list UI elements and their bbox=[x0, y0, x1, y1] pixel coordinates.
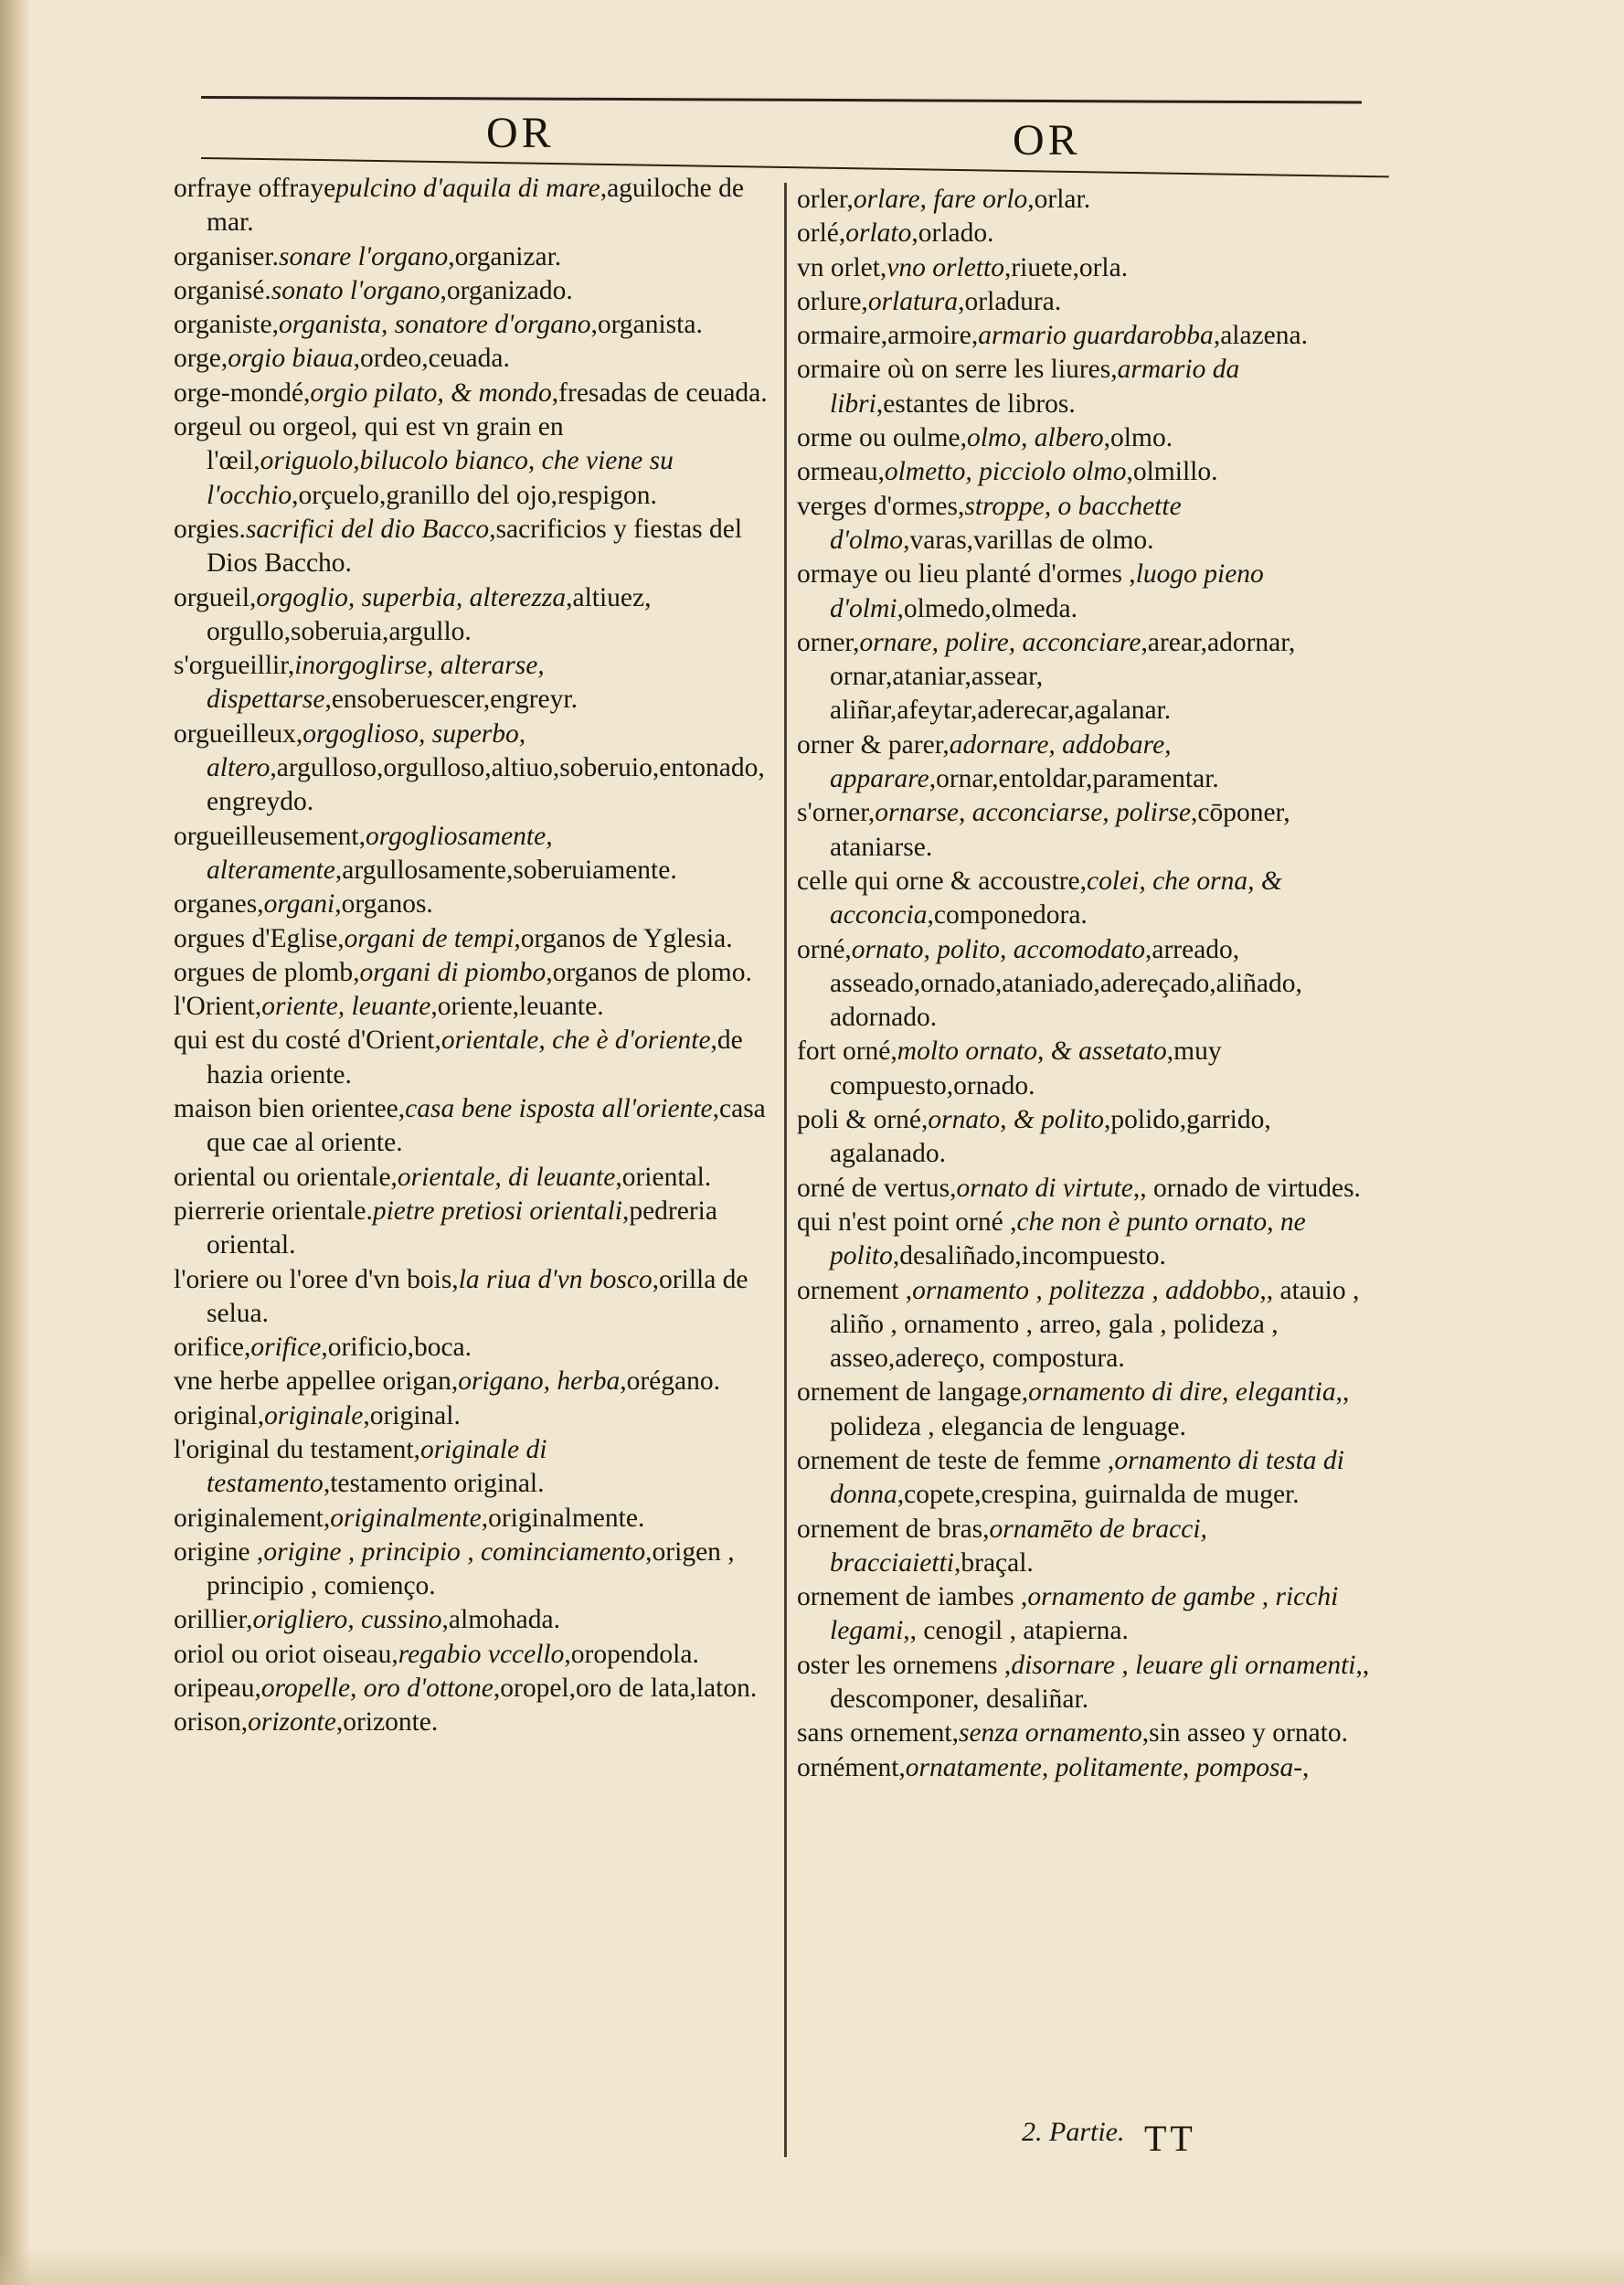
italian-gloss: ornarse, acconciarse, polirse bbox=[875, 798, 1191, 828]
french-headword: oriol ou oriot oiseau, bbox=[174, 1639, 398, 1669]
dictionary-entry: orner & parer,adornare, addobare, apparare,ornar,entoldar,paramentar. bbox=[797, 729, 1219, 794]
french-headword: vne herbe appellee origan, bbox=[174, 1366, 459, 1397]
french-headword: orillier, bbox=[174, 1605, 253, 1635]
spanish-gloss: ornar,entoldar,paramentar. bbox=[936, 764, 1219, 794]
italian-gloss: ornamento de gambe , ricchi legami bbox=[830, 1582, 1339, 1646]
dictionary-entry: orge,orgio biaua,ordeo,ceuada. bbox=[174, 344, 510, 374]
spanish-gloss: de hazia oriente. bbox=[207, 1026, 743, 1089]
dictionary-entry: ormaire,armoire,armario guardarobba,alazena. bbox=[797, 321, 1308, 351]
french-headword: orner & parer, bbox=[797, 729, 950, 760]
french-headword: orge-mondé, bbox=[174, 377, 311, 408]
page-bottom-shadow bbox=[0, 2248, 1624, 2285]
french-headword: orgues d'Eglise, bbox=[174, 923, 345, 953]
french-headword: orné, bbox=[797, 934, 852, 964]
italian-gloss: pulcino d'aquila di mare bbox=[335, 174, 600, 203]
italian-gloss: ornato, & polito bbox=[928, 1105, 1104, 1135]
italian-gloss: ornare, polire, acconciare bbox=[859, 627, 1141, 657]
dictionary-entry: organisé.sonato l'organo,organizado. bbox=[174, 275, 573, 305]
dictionary-entry: qui n'est point orné ,che non è punto ornato, ne polito,desaliñado,incompuesto. bbox=[797, 1206, 1306, 1271]
italian-gloss: sonato l'organo bbox=[271, 275, 440, 305]
dictionary-entry: orné de vertus,ornato di virtute,, ornado de virtudes. bbox=[797, 1173, 1361, 1203]
spanish-gloss: oriental. bbox=[621, 1162, 712, 1192]
french-headword: oster les ornemens , bbox=[797, 1650, 1012, 1680]
italian-gloss: orientale, di leuante bbox=[397, 1162, 616, 1192]
spanish-gloss: olmedo,olmeda. bbox=[903, 593, 1077, 623]
spanish-gloss: argulloso,orgulloso,altiuo,soberuio,entonado, engreydo. bbox=[207, 753, 765, 817]
french-headword: origine , bbox=[174, 1536, 264, 1567]
spanish-gloss: orlado. bbox=[918, 218, 994, 249]
italian-gloss: pietre pretiosi orientali bbox=[372, 1196, 622, 1226]
italian-gloss: ornatamente, politamente, pomposa- bbox=[905, 1752, 1303, 1782]
italian-gloss: originalmente bbox=[330, 1503, 482, 1533]
spanish-gloss: altiuez, orgullo,soberuia,argullo. bbox=[207, 582, 652, 646]
dictionary-entry: ormaire où on serre les liures,armario da libri,estantes de libros. bbox=[797, 355, 1240, 419]
french-headword: orlé, bbox=[797, 218, 846, 249]
french-headword: orgueilleusement, bbox=[174, 821, 366, 851]
french-headword: s'orner, bbox=[797, 798, 876, 828]
dictionary-entry: origine ,origine , principio , cominciamento,origen , principio , comienço. bbox=[174, 1536, 735, 1601]
italian-gloss: vno orletto bbox=[886, 252, 1004, 282]
french-headword: pierrerie orientale. bbox=[174, 1196, 373, 1226]
french-headword: maison bien orientee, bbox=[174, 1094, 406, 1124]
spanish-gloss: arreado, asseado,ornado,ataniado,adereçado,aliñado, adornado. bbox=[830, 934, 1302, 1033]
italian-gloss: organi bbox=[263, 889, 335, 919]
spanish-gloss: origen , principio , comienço. bbox=[207, 1536, 735, 1601]
italian-gloss: ornato, polito, accomodato bbox=[851, 934, 1145, 964]
dictionary-entry: orfraye offrayepulcino d'aquila di mare,aguiloche de mar. bbox=[174, 174, 744, 238]
italian-gloss: origliero, cussino bbox=[252, 1605, 442, 1635]
spanish-gloss: desaliñado,incompuesto. bbox=[899, 1241, 1166, 1271]
dictionary-entry: l'oriere ou l'oree d'vn bois,la riua d'vn bosco,orilla de selua. bbox=[174, 1264, 748, 1328]
spanish-gloss: almohada. bbox=[448, 1605, 560, 1635]
dictionary-entry: orgues d'Eglise,organi de tempi,organos de Yglesia. bbox=[174, 923, 733, 953]
italian-gloss: ornamento di dire, elegantia bbox=[1028, 1377, 1336, 1408]
page-gutter-shadow bbox=[0, 0, 31, 2285]
spanish-gloss: olmillo. bbox=[1132, 457, 1218, 487]
dictionary-entry: ornement de iambes ,ornamento de gambe , ricchi legami,, cenogil , atapierna. bbox=[797, 1582, 1339, 1646]
italian-gloss: orgoglioso, superbo, altero bbox=[207, 718, 526, 783]
dictionary-entry: fort orné,molto ornato, & assetato,muy compuesto,ornado. bbox=[797, 1036, 1222, 1100]
dictionary-entry: orme ou oulme,olmo, albero,olmo. bbox=[797, 423, 1173, 453]
running-head-left: OR bbox=[486, 109, 555, 157]
dictionary-entry: oster les ornemens ,disornare , leuare gli ornamenti,, descomponer, desaliñar. bbox=[797, 1650, 1370, 1715]
italian-gloss: originale bbox=[264, 1400, 364, 1430]
dictionary-entry: pierrerie orientale.pietre pretiosi orientali,pedreria oriental. bbox=[174, 1196, 717, 1260]
french-headword: l'original du testament, bbox=[174, 1434, 420, 1464]
french-headword: orgueil, bbox=[174, 582, 257, 612]
french-headword: orlure, bbox=[797, 286, 868, 316]
italian-gloss: olmetto, picciolo olmo bbox=[884, 457, 1127, 487]
spanish-gloss: , ornado de virtudes. bbox=[1140, 1173, 1361, 1203]
italian-gloss: oropelle, oro d'ottone bbox=[260, 1674, 494, 1704]
spanish-gloss: , cenogil , atapierna. bbox=[909, 1616, 1129, 1646]
spanish-gloss: olmo. bbox=[1110, 423, 1173, 453]
spanish-gloss: orladura. bbox=[964, 286, 1062, 316]
italian-gloss: adornare, addobare, apparare bbox=[830, 729, 1172, 794]
spanish-gloss: ensoberuescer,engreyr. bbox=[331, 685, 578, 715]
italian-gloss: origine , principio , cominciamento bbox=[263, 1536, 646, 1567]
spanish-gloss: organizar. bbox=[454, 241, 562, 271]
italian-gloss: orizonte bbox=[248, 1707, 336, 1738]
french-headword: orgues de plomb, bbox=[174, 957, 360, 987]
dictionary-entry: organes,organi,organos. bbox=[174, 889, 433, 919]
italian-gloss: oriente, leuante bbox=[261, 992, 431, 1022]
italian-gloss: organista, sonatore d'organo bbox=[278, 310, 591, 340]
french-headword: original, bbox=[174, 1400, 265, 1430]
french-headword: fort orné, bbox=[797, 1036, 897, 1067]
spanish-gloss: organizado. bbox=[446, 275, 573, 305]
italian-gloss: orgio biaua bbox=[228, 344, 354, 374]
italian-gloss: che non è punto ornato, ne polito bbox=[830, 1206, 1306, 1271]
dictionary-entry: oriental ou orientale,orientale, di leuante,oriental. bbox=[174, 1162, 712, 1192]
italian-gloss: originale di testamento bbox=[207, 1434, 547, 1499]
french-headword: qui est du costé d'Orient, bbox=[174, 1026, 441, 1056]
french-headword: ornement , bbox=[797, 1275, 913, 1305]
dictionary-entry: qui est du costé d'Orient,orientale, che è d'oriente,de hazia oriente. bbox=[174, 1026, 743, 1089]
dictionary-entry: orgueil,orgoglio, superbia, alterezza,altiuez, orgullo,soberuia,argullo. bbox=[174, 582, 652, 646]
spanish-gloss: arear,adornar, ornar,ataniar,assear, aliñar,afeytar,aderecar,agalanar. bbox=[830, 627, 1296, 726]
dictionary-entry: sans ornement,senza ornamento,sin asseo y ornato. bbox=[797, 1718, 1349, 1748]
french-headword: oripeau, bbox=[174, 1674, 261, 1704]
right-column bbox=[797, 183, 1377, 1785]
italian-gloss: la riua d'vn bosco bbox=[458, 1264, 653, 1294]
dictionary-entry: ornement de langage,ornamento di dire, elegantia,, polideza , elegancia de lenguage. bbox=[797, 1377, 1350, 1441]
dictionary-entry: l'Orient,oriente, leuante,oriente,leuante. bbox=[174, 992, 604, 1022]
dictionary-entry: s'orner,ornarse, acconciarse, polirse,cōponer, ataniarse. bbox=[797, 798, 1290, 862]
french-headword: qui n'est point orné , bbox=[797, 1206, 1017, 1237]
italian-gloss: casa bene isposta all'oriente bbox=[405, 1094, 713, 1124]
spanish-gloss: organos de Yglesia. bbox=[520, 923, 733, 953]
dictionary-entry: orgeul ou orgeol, qui est vn grain en l'œil,origuolo,bilucolo bianco, che viene su l'occhio,orçuelo,granillo del ojo,respigon. bbox=[174, 412, 674, 510]
dictionary-entry: originalement,originalmente,originalmente. bbox=[174, 1503, 645, 1533]
spanish-gloss: testamento original. bbox=[330, 1469, 545, 1499]
spanish-gloss: orizonte. bbox=[343, 1707, 439, 1738]
dictionary-entry: celle qui orne & accoustre,colei, che orna, & acconcia,componedora. bbox=[797, 866, 1282, 930]
french-headword: verges d'ormes, bbox=[797, 491, 965, 521]
italian-gloss: ornamento di testa di donna bbox=[830, 1445, 1344, 1510]
dictionary-entry: maison bien orientee,casa bene isposta all'oriente,casa que cae al oriente. bbox=[174, 1094, 766, 1158]
spanish-gloss: argullosamente,soberuiamente. bbox=[342, 855, 677, 885]
running-head-right: OR bbox=[1013, 116, 1081, 165]
spanish-gloss: original. bbox=[369, 1400, 461, 1430]
part-label: 2. Partie. bbox=[1022, 2117, 1125, 2147]
dictionary-entry: oriol ou oriot oiseau,regabio vccello,oropendola. bbox=[174, 1639, 699, 1669]
italian-gloss: orgoglio, superbia, alterezza bbox=[256, 582, 567, 612]
french-headword: ormaire,armoire, bbox=[797, 321, 979, 351]
dictionary-entry: organiser.sonare l'organo,organizar. bbox=[174, 241, 562, 271]
french-headword: orgeul ou orgeol, qui est vn grain en l'œil, bbox=[174, 412, 564, 476]
french-headword: sans ornement, bbox=[797, 1718, 959, 1748]
french-headword: orge, bbox=[174, 344, 228, 374]
spanish-gloss: ordeo,ceuada. bbox=[360, 344, 510, 374]
spanish-gloss: sin asseo y ornato. bbox=[1149, 1718, 1349, 1748]
dictionary-entry: poli & orné,ornato, & polito,polido,garrido, agalanado. bbox=[797, 1105, 1271, 1169]
french-headword: oriental ou orientale, bbox=[174, 1162, 398, 1192]
spanish-gloss: , descomponer, desaliñar. bbox=[830, 1650, 1370, 1715]
italian-gloss: armario guardarobba bbox=[978, 321, 1214, 351]
italian-gloss: armario da libri bbox=[830, 355, 1240, 419]
dictionary-entry: orlure,orlatura,orladura. bbox=[797, 286, 1062, 316]
french-headword: ornément, bbox=[797, 1752, 906, 1782]
italian-gloss: disornare , leuare gli ornamenti bbox=[1011, 1650, 1356, 1680]
dictionary-entry: ornément,ornatamente, politamente, pomposa-, bbox=[797, 1752, 1310, 1782]
column-divider bbox=[784, 183, 787, 2157]
spanish-gloss: cōponer, ataniarse. bbox=[830, 798, 1290, 862]
header-rule-top bbox=[201, 96, 1362, 104]
dictionary-entry: orison,orizonte,orizonte. bbox=[174, 1707, 439, 1738]
dictionary-entry: vn orlet,vno orletto,riuete,orla. bbox=[797, 252, 1129, 282]
dictionary-entry: ornement ,ornamento , politezza , addobbo,, atauio , aliño , ornamento , arreo, gala , polideza , asseo,adereço, compostura. bbox=[797, 1275, 1360, 1374]
french-headword: orfraye offraye bbox=[174, 174, 336, 203]
dictionary-entry: orgueilleusement,orgogliosamente, alteramente,argullosamente,soberuiamente. bbox=[174, 821, 677, 885]
spanish-gloss: pedreria oriental. bbox=[207, 1196, 717, 1260]
dictionary-entry: orgues de plomb,organi di piombo,organos de plomo. bbox=[174, 957, 752, 987]
spanish-gloss: oropendola. bbox=[570, 1639, 699, 1669]
dictionary-entry: verges d'ormes,stroppe, o bacchette d'olmo,varas,varillas de olmo. bbox=[797, 491, 1182, 555]
signature-mark: TT bbox=[1144, 2118, 1196, 2159]
french-headword: originalement, bbox=[174, 1503, 331, 1533]
spanish-gloss: fresadas de ceuada. bbox=[558, 377, 768, 408]
italian-gloss: sacrifici del dio Bacco bbox=[245, 514, 490, 544]
italian-gloss: regabio vccello bbox=[398, 1639, 565, 1669]
spanish-gloss: organos. bbox=[341, 889, 433, 919]
french-headword: ornement de teste de femme , bbox=[797, 1445, 1115, 1475]
spanish-gloss: organos de plomo. bbox=[552, 957, 752, 987]
french-headword: orifice, bbox=[174, 1333, 251, 1363]
italian-gloss: ornamēto de bracci, bracciaietti bbox=[830, 1514, 1207, 1578]
spanish-gloss: estantes de libros. bbox=[883, 388, 1076, 419]
french-headword: ornement de iambes , bbox=[797, 1582, 1028, 1612]
italian-gloss: orifice bbox=[250, 1333, 322, 1363]
spanish-gloss: aguiloche de mar. bbox=[207, 174, 744, 238]
italian-gloss: orlato bbox=[845, 218, 912, 249]
italian-gloss: orgio pilato, & mondo bbox=[310, 377, 552, 408]
french-headword: organisé. bbox=[174, 275, 271, 305]
spanish-gloss: organista. bbox=[597, 310, 703, 340]
french-headword: orner, bbox=[797, 627, 860, 657]
dictionary-entry: organiste,organista, sonatore d'organo,organista. bbox=[174, 310, 703, 340]
italian-gloss: origano, herba bbox=[458, 1366, 621, 1397]
italian-gloss: stroppe, o bacchette d'olmo bbox=[830, 491, 1182, 555]
spanish-gloss: riuete,orla. bbox=[1011, 252, 1129, 282]
spanish-gloss: , atauio , aliño , ornamento , arreo, gala , polideza , asseo,adereço, compostura. bbox=[830, 1275, 1360, 1374]
dictionary-entry: orgueilleux,orgoglioso, superbo, altero,argulloso,orgulloso,altiuo,soberuio,entonado, engreydo. bbox=[174, 718, 765, 817]
dictionary-entry: ormaye ou lieu planté d'ormes ,luogo pieno d'olmi,olmedo,olmeda. bbox=[797, 559, 1264, 623]
spanish-gloss: oropel,oro de lata,laton. bbox=[500, 1674, 758, 1704]
spanish-gloss: orçuelo,granillo del ojo,respigon. bbox=[298, 480, 657, 510]
italian-gloss: luogo pieno d'olmi bbox=[830, 559, 1264, 623]
dictionary-entry: orler,orlare, fare orlo,orlar. bbox=[797, 185, 1091, 214]
italian-gloss: orientale, che è d'oriente bbox=[440, 1026, 711, 1056]
dictionary-entry: orné,ornato, polito, accomodato,arreado, asseado,ornado,ataniado,adereçado,aliñado, adornado. bbox=[797, 934, 1302, 1033]
dictionary-entry: orge-mondé,orgio pilato, & mondo,fresadas de ceuada. bbox=[174, 377, 768, 408]
spanish-gloss: casa que cae al oriente. bbox=[207, 1094, 766, 1158]
italian-gloss: ornamento , politezza , addobbo bbox=[912, 1275, 1260, 1305]
french-headword: orler, bbox=[797, 185, 854, 214]
french-headword: l'oriere ou l'oree d'vn bois, bbox=[174, 1264, 459, 1294]
dictionary-entry: ornement de teste de femme ,ornamento di testa di donna,copete,crespina, guirnalda de muger. bbox=[797, 1445, 1344, 1510]
spanish-gloss: sacrificios y fiestas del Dios Baccho. bbox=[207, 514, 743, 579]
spanish-gloss: originalmente. bbox=[488, 1503, 645, 1533]
spanish-gloss: alazena. bbox=[1220, 321, 1308, 351]
french-headword: poli & orné, bbox=[797, 1105, 929, 1135]
dictionary-entry: orillier,origliero, cussino,almohada. bbox=[174, 1605, 560, 1635]
spanish-gloss: muy compuesto,ornado. bbox=[830, 1036, 1222, 1100]
spanish-gloss: polido,garrido, agalanado. bbox=[830, 1105, 1271, 1169]
left-column bbox=[174, 172, 768, 1740]
italian-gloss: senza ornamento bbox=[958, 1718, 1142, 1748]
italian-gloss: organi di piombo bbox=[359, 957, 547, 987]
italian-gloss: molto ornato, & assetato bbox=[897, 1036, 1167, 1067]
dictionary-entry: vne herbe appellee origan,origano, herba,orégano. bbox=[174, 1366, 720, 1397]
dictionary-entry: oripeau,oropelle, oro d'ottone,oropel,oro de lata,laton. bbox=[174, 1674, 758, 1704]
french-headword: organiste, bbox=[174, 310, 279, 340]
dictionary-entry: orner,ornare, polire, acconciare,arear,adornar, ornar,ataniar,assear, aliñar,afeytar,aderecar,agalanar. bbox=[797, 627, 1296, 726]
spanish-gloss: orilla de selua. bbox=[207, 1264, 748, 1328]
french-headword: orison, bbox=[174, 1707, 249, 1738]
italian-gloss: olmo, albero bbox=[966, 423, 1104, 453]
italian-gloss: inorgoglirse, alterarse, dispettarse bbox=[207, 651, 545, 715]
french-headword: orgies. bbox=[174, 514, 246, 544]
italian-gloss: ornato di virtute bbox=[956, 1173, 1133, 1203]
spanish-gloss: componedora. bbox=[933, 900, 1088, 930]
dictionary-entry: orgies.sacrifici del dio Bacco,sacrificios y fiestas del Dios Baccho. bbox=[174, 514, 743, 579]
dictionary-entry: s'orgueillir,inorgoglirse, alterarse, dispettarse,ensoberuescer,engreyr. bbox=[174, 651, 578, 715]
french-headword: celle qui orne & accoustre, bbox=[797, 866, 1087, 896]
spanish-gloss: orlar. bbox=[1034, 185, 1091, 214]
italian-gloss: orlatura bbox=[867, 286, 959, 316]
dictionary-entry: ormeau,olmetto, picciolo olmo,olmillo. bbox=[797, 457, 1218, 487]
french-headword: l'Orient, bbox=[174, 992, 262, 1022]
french-headword: orme ou oulme, bbox=[797, 423, 967, 453]
dictionary-entry: ornement de bras,ornamēto de bracci, bracciaietti,braçal. bbox=[797, 1514, 1207, 1578]
spanish-gloss: orégano. bbox=[626, 1366, 720, 1397]
spanish-gloss: oriente,leuante. bbox=[437, 992, 604, 1022]
french-headword: ormaire où on serre les liures, bbox=[797, 355, 1118, 385]
italian-gloss: colei, che orna, & acconcia bbox=[830, 866, 1282, 930]
french-headword: ormaye ou lieu planté d'ormes , bbox=[797, 559, 1136, 590]
dictionary-entry: l'original du testament,originale di testamento,testamento original. bbox=[174, 1434, 547, 1499]
spanish-gloss: orificio,boca. bbox=[327, 1333, 472, 1363]
spanish-gloss: , polideza , elegancia de lenguage. bbox=[830, 1377, 1350, 1441]
spanish-gloss: varas,varillas de olmo. bbox=[909, 525, 1154, 555]
french-headword: vn orlet, bbox=[797, 252, 887, 282]
french-headword: organiser. bbox=[174, 241, 279, 271]
spanish-gloss: braçal. bbox=[961, 1547, 1034, 1578]
spanish-gloss: copete,crespina, guirnalda de muger. bbox=[904, 1480, 1300, 1510]
french-headword: ornement de bras, bbox=[797, 1514, 990, 1544]
italian-gloss: orlare, fare orlo bbox=[853, 185, 1028, 214]
dictionary-entry: orlé,orlato,orlado. bbox=[797, 218, 994, 249]
french-headword: organes, bbox=[174, 889, 264, 919]
french-headword: ornement de langage, bbox=[797, 1377, 1029, 1408]
italian-gloss: orgogliosamente, alteramente bbox=[207, 821, 553, 885]
french-headword: orné de vertus, bbox=[797, 1173, 957, 1203]
french-headword: ormeau, bbox=[797, 457, 885, 487]
dictionary-entry: orifice,orifice,orificio,boca. bbox=[174, 1333, 472, 1363]
italian-gloss: organi de tempi bbox=[344, 923, 515, 953]
italian-gloss: origuolo,bilucolo bianco, che viene su l'occhio bbox=[207, 446, 674, 510]
italian-gloss: sonare l'organo bbox=[278, 241, 449, 271]
dictionary-entry: original,originale,original. bbox=[174, 1400, 461, 1430]
french-headword: orgueilleux, bbox=[174, 718, 303, 749]
french-headword: s'orgueillir, bbox=[174, 651, 295, 681]
